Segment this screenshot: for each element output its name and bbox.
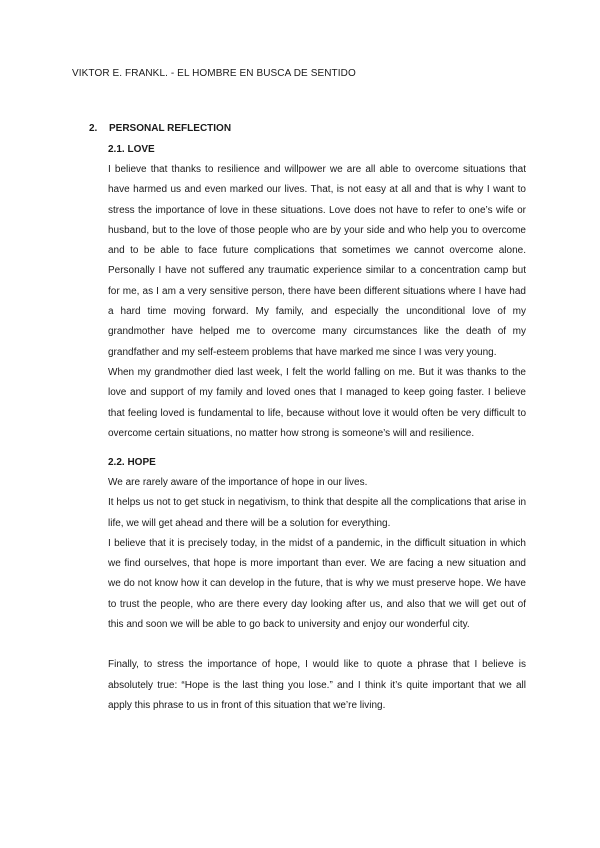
hope-paragraph-3: I believe that it is precisely today, in the midst of a pandemic, in the difficult situation in which we find ourselves, that hope is more important than ever. We are facing a new situation and we do not know how it can develop in the future, that is why we must preserve hope. We have to trust the people, who are there every day looking after us, and also that we will get out of this and soon we will be able to go back to university and enjoy our wonderful city. (108, 537, 526, 631)
section-heading (89, 123, 529, 139)
love-heading: 2.1. LOVE (108, 144, 155, 155)
section-number: 2. (89, 123, 98, 134)
paragraph-gap (108, 635, 526, 655)
section-heading-block (89, 123, 529, 139)
love-paragraph-1: I believe that thanks to resilience and willpower we are all able to overcome situations that have harmed us and even marked our lives. That, is not easy at all and that is why I want to stress the importance of love in these situations. Love does not have to refer to one’s wife or husband, but to the love of those people who are by your side and who help you to overcome and to be able to face future complications that sometimes we cannot overcome alone. Personally I have not suffered any traumatic experience similar to a concentration camp but for me, as I am a very sensitive person, there have been different situations where I have had a hard time moving forward. My family, and especially the unconditional love of my grandmother have helped me to overcome many circumstances like the death of my grandfather and my self-esteem problems that have marked me since I was very young. (108, 164, 526, 358)
love-subsection (108, 139, 526, 444)
love-paragraph-2: When my grandmother died last week, I felt the world falling on me. But it was thanks to the love and support of my family and loved ones that I managed to keep going faster. I believe that feeling loved is fundamental to life, because without love it would often be very difficult to overcome certain situations, no matter how strong is someone’s will and resilience. (108, 366, 526, 439)
hope-paragraph-4: Finally, to stress the importance of hope, I would like to quote a phrase that I believe is absolutely true: “Hope is the last thing you lose.” and I think it’s quite important that we all apply this phrase to us in front of this situation that we’re living. (108, 659, 526, 711)
hope-paragraph-2: It helps us not to get stuck in negativism, to think that despite all the complications that arise in life, we will get ahead and there will be a solution for everything. (108, 497, 526, 529)
document-header: VIKTOR E. FRANKL. - EL HOMBRE EN BUSCA DE SENTIDO (72, 68, 356, 79)
hope-heading: 2.2. HOPE (108, 457, 156, 468)
section-title: PERSONAL REFLECTION (109, 123, 232, 134)
hope-paragraph-1: We are rarely aware of the importance of hope in our lives. (108, 477, 368, 488)
hope-subsection (108, 452, 526, 716)
